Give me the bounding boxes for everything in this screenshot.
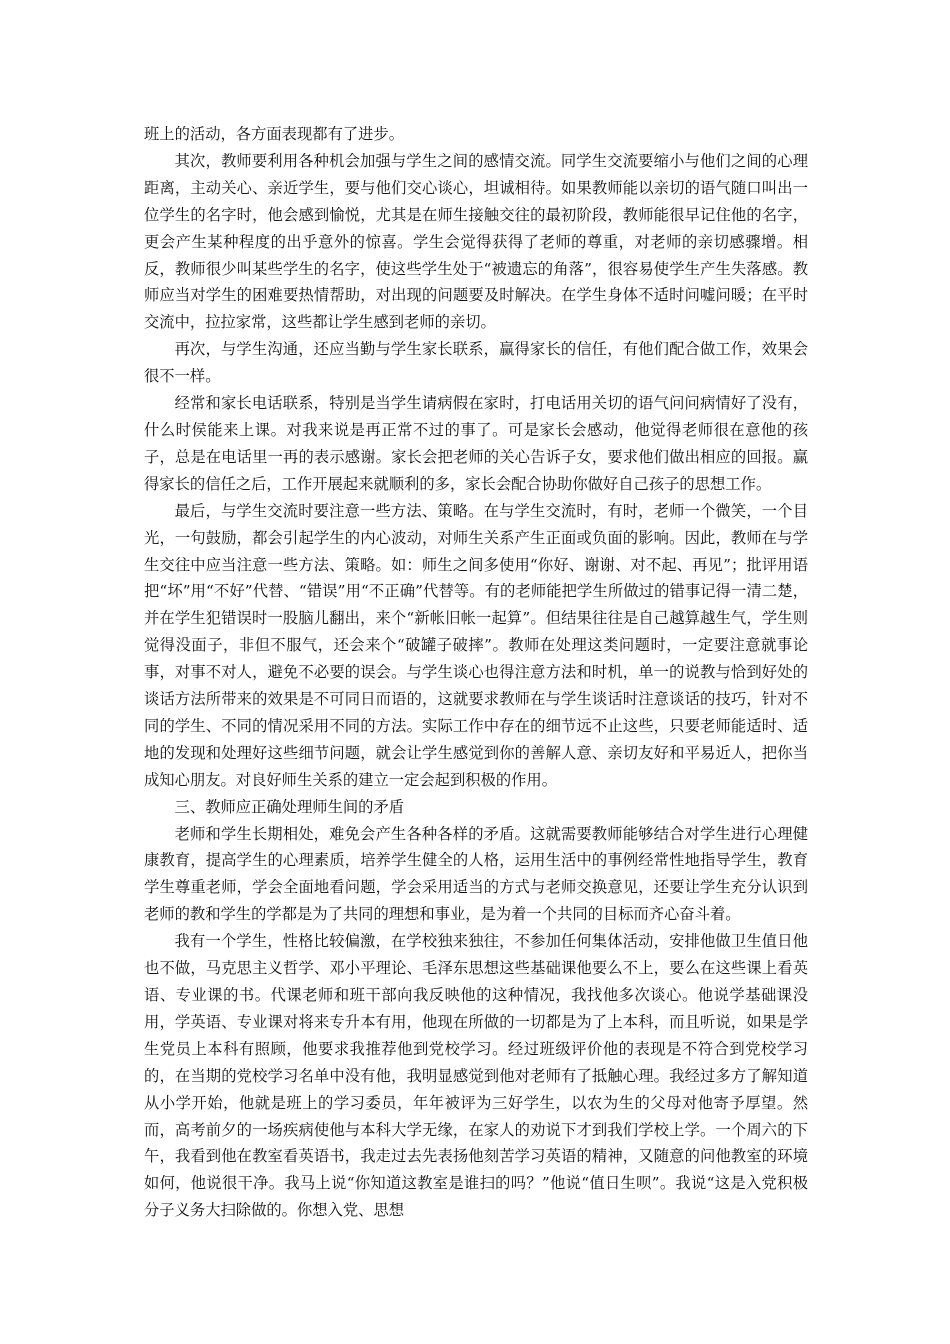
paragraph-emotional-communication: 其次，教师要利用各种机会加强与学生之间的感情交流。同学生交流要缩小与他们之间的心理距离，主动关心、亲近学生，要与他们交心谈心，坦诚相待。如果教师能以亲切的语气随口叫出一位学生的名字时，他会感到愉悦，尤其是在师生接触交往的最初阶段，教师能很早记住他的名字，更会产生某种程度的出乎意外的惊喜。学生会觉得获得了老师的尊重，对老师的亲切感骤增。相反，教师很少叫某些学生的名字，使这些学生处于“被遗忘的角落”，很容易使学生产生失落感。教师应当对学生的困难要热情帮助，对出现的问题要及时解决。在学生身体不适时问嘘问暖；在平时交流中，拉拉家常，这些都让学生感到老师的亲切。 [144, 151, 808, 332]
paragraph-continuation: 班上的活动，各方面表现都有了进步。 [144, 125, 405, 143]
document-body [144, 121, 808, 1224]
paragraph-methods-strategies: 最后，与学生交流时要注意一些方法、策略。在与学生交流时，有时，老师一个微笑，一个目光，一句鼓励，都会引起学生的内心波动，对师生关系产生正面或负面的影响。因此，教师在与学生交往中应当注意一些方法、策略。如：师生之间多使用“你好、谢谢、对不起、再见”；批评用语把“坏”用“不好”代替、“错误”用“不正确”代替等。有的老师能把学生所做过的错事记得一清二楚，并在学生犯错误时一股脑儿翻出，来个“新帐旧帐一起算”。但结果往往是自己越算越生气，学生则觉得没面子，非但不服气，还会来个“破罐子破摔”。教师在处理这类问题时，一定要注意就事论事，对事不对人，避免不必要的误会。与学生谈心也得注意方法和时机，单一的说教与恰到好处的谈话方法所带来的效果是不可同日而语的，这就要求教师在与学生谈话时注意谈话的技巧，针对不同的学生、不同的情况采用不同的方法。实际工作中存在的细节远不止这些，只要老师能适时、适地的发现和处理好这些细节问题，就会让学生感觉到你的善解人意、亲切友好和平易近人，把你当成知心朋友。对良好师生关系的建立一定会起到积极的作用。 [144, 501, 808, 789]
paragraph-phone-contact: 经常和家长电话联系，特别是当学生请病假在家时，打电话用关切的语气问问病情好了没有，什么时侯能来上课。对我来说是再正常不过的事了。可是家长会感动，他觉得老师很在意他的孩子，总是在电话里一再的表示感谢。家长会把老师的关心告诉子女，要求他们做出相应的回报。赢得家长的信任之后，工作开展起来就顺利的多，家长会配合协助你做好自己孩子的思想工作。 [144, 394, 808, 493]
paragraph-student-case: 我有一个学生，性格比较偏激，在学校独来独往，不参加任何集体活动，安排他做卫生值日他也不做，马克思主义哲学、邓小平理论、毛泽东思想这些基础课他要么不上，要么在这些课上看英语、专业课的书。代课老师和班干部向我反映他的这种情况，我找他多次谈心。他说学基础课没用，学英语、专业课对将来专升本有用，他现在所做的一切都是为了上本科，而且听说，如果是学生党员上本科有照顾，他要求我推荐他到党校学习。经过班级评价他的表现是不符合到党校学习的，在当期的党校学习名单中没有他，我明显感觉到他对老师有了抵触心理。我经过多方了解知道从小学开始，他就是班上的学习委员，年年被评为三好学生，以农为生的父母对他寄予厚望。然而，高考前夕的一场疾病使他与本科大学无缘，在家人的劝说下才到我们学校上学。一个周六的下午，我看到他在教室看英语书，我走过去先表扬他刻苦学习英语的精神，又随意的问他教室的环境如何，他说很干净。我马上说“你知道这教室是谁扫的吗？”他说“值日生呗”。我说“这是入党积极分子义务大扫除做的。你想入党、思想 [144, 932, 808, 1220]
section-heading: 三、教师应正确处理师生间的矛盾 [174, 797, 405, 816]
paragraph-parent-contact: 再次，与学生沟通，还应当勤与学生家长联系，赢得家长的信任，有他们配合做工作，效果会很不一样。 [144, 340, 808, 386]
paragraph-conflicts: 老师和学生长期相处，难免会产生各种各样的矛盾。这就需要教师能够结合对学生进行心理健康教育，提高学生的心理素质，培养学生健全的人格，运用生活中的事例经常性地指导学生，教育学生尊重老师，学会全面地看问题，学会采用适当的方式与老师交换意见，还要让学生充分认识到老师的教和学生的学都是为了共同的理想和事业，是为着一个共同的目标而齐心奋斗着。 [144, 824, 808, 924]
